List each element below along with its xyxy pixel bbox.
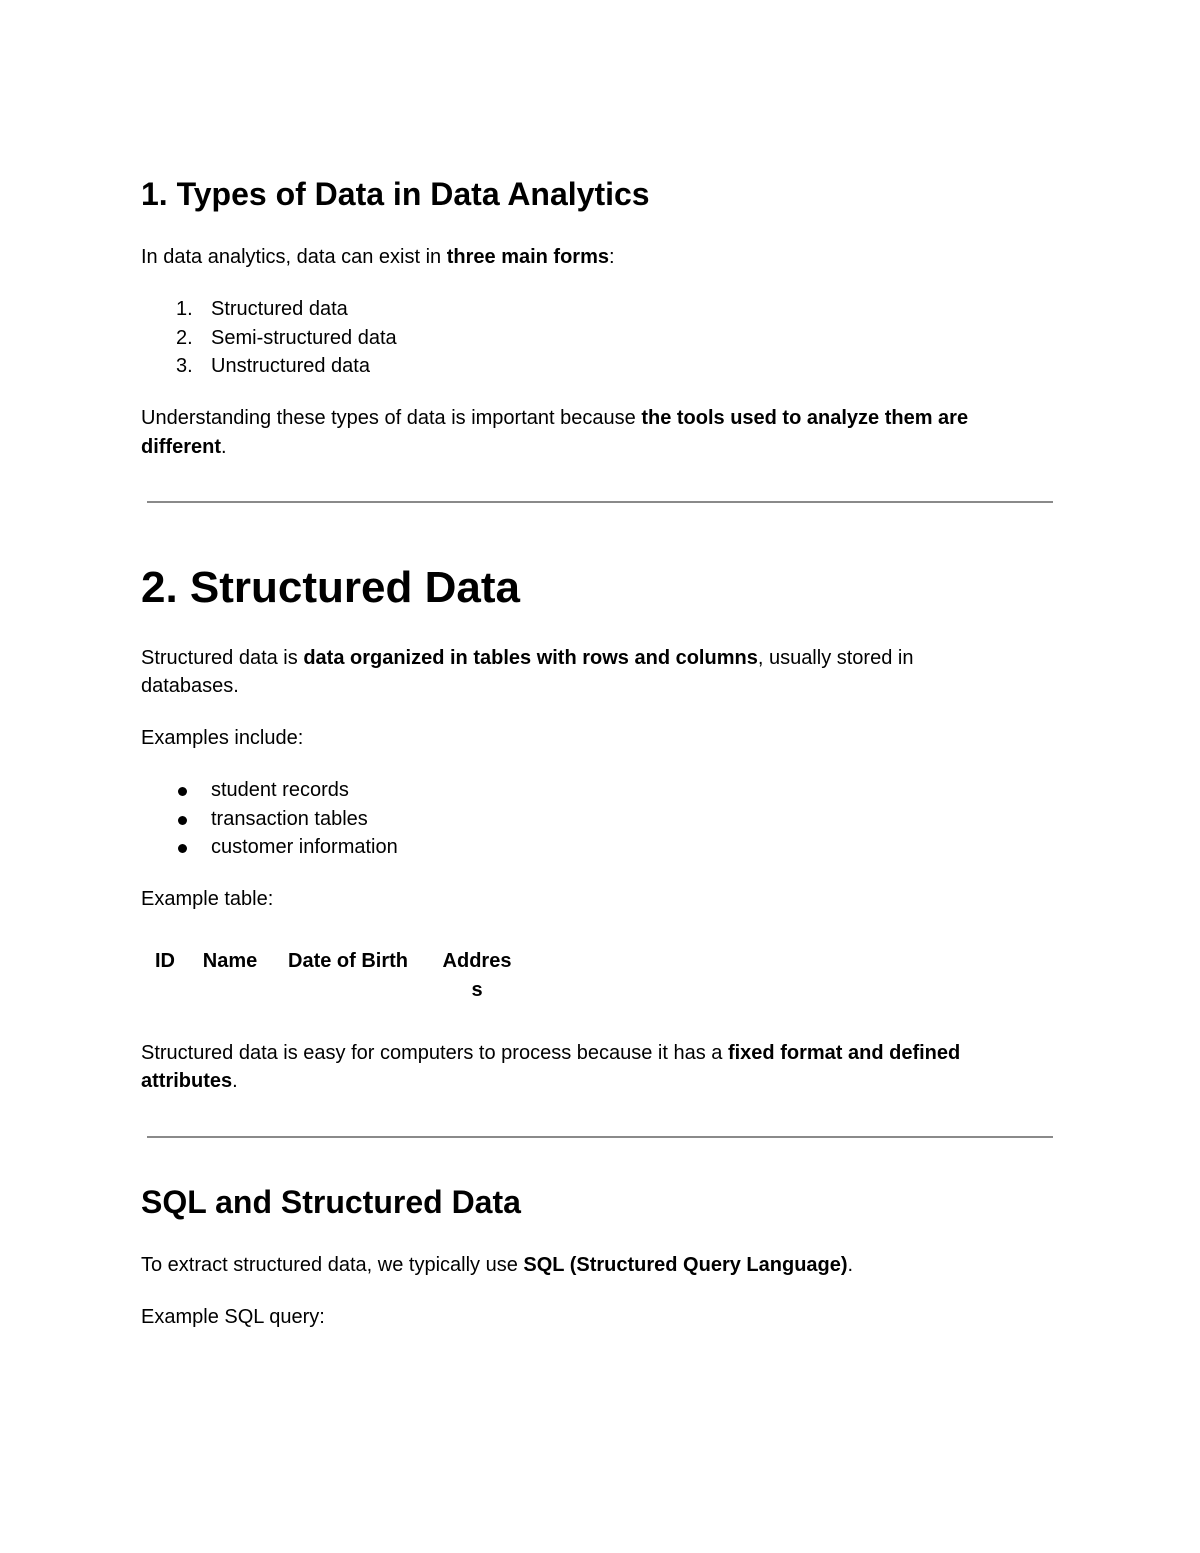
section-divider	[147, 1136, 1053, 1138]
section2-summary-line1: Structured data is easy for computers to process because it has a fixed format and defined	[141, 1042, 961, 1064]
list-item: transaction tables	[141, 805, 741, 834]
bullet-icon	[178, 844, 187, 853]
section1-intro: In data analytics, data can exist in three main forms:	[141, 246, 615, 268]
section2-heading: 2. Structured Data	[141, 563, 520, 612]
table-header-name: Name	[202, 950, 258, 972]
section3-text: To extract structured data, we typically use SQL (Structured Query Language).	[141, 1254, 854, 1276]
table-header-dob: Date of Birth	[288, 950, 408, 972]
section-divider	[147, 501, 1053, 503]
section3-heading: SQL and Structured Data	[141, 1184, 521, 1220]
section1-note-line2: different.	[141, 436, 227, 458]
list-item: student records	[141, 776, 741, 805]
section2-definition-line1: Structured data is data organized in tables with rows and columns, usually stored in	[141, 647, 914, 669]
list-item: 1. Structured data	[176, 298, 348, 320]
section1-heading: 1. Types of Data in Data Analytics	[141, 176, 650, 212]
list-item: 3. Unstructured data	[176, 355, 370, 377]
section1-note-line1: Understanding these types of data is important because the tools used to analyze them are	[141, 407, 969, 429]
examples-label: Examples include:	[141, 727, 304, 749]
list-item: 2. Semi-structured data	[176, 326, 397, 349]
examples-list	[141, 776, 741, 862]
table-header-id: ID	[155, 950, 175, 972]
data-types-list	[141, 295, 741, 381]
table-header-address: Addres s	[442, 950, 512, 1001]
bullet-icon	[178, 787, 187, 796]
section2-definition-line2: databases.	[141, 675, 239, 697]
bullet-icon	[178, 816, 187, 825]
list-item: customer information	[141, 833, 741, 862]
sql-query-label: Example SQL query:	[141, 1306, 325, 1328]
table-label: Example table:	[141, 888, 274, 910]
section2-summary-line2: attributes.	[141, 1070, 238, 1092]
